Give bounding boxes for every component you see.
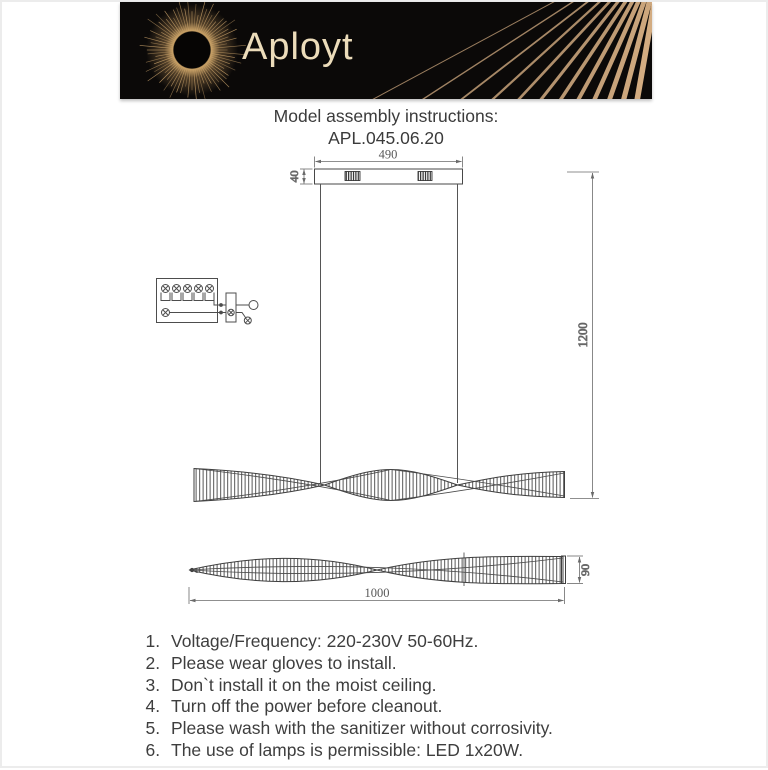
suspension-wires [321, 184, 458, 483]
dim-label-490: 490 [378, 147, 398, 162]
dim-lamp-height [567, 556, 592, 584]
connector-block [226, 293, 236, 322]
dim-label-1200: 1200 [576, 322, 590, 348]
cable-grip-left [345, 172, 360, 181]
instruction-item: 3. Don`t install it on the moist ceiling. [165, 675, 553, 697]
instruction-item: 5. Please wash with the sanitizer without corrosivity. [165, 718, 553, 740]
wiring-diagram [157, 279, 259, 325]
instruction-item: 1. Voltage/Frequency: 220-230V 50-60Hz. [165, 631, 553, 653]
instruction-item: 2. Please wear gloves to install. [165, 653, 553, 675]
lamp-twist-view [189, 553, 566, 587]
page-title: Model assembly instructions: [273, 106, 499, 126]
dim-drop-height [567, 172, 599, 499]
instruction-item: 6. The use of lamps is permissible: LED 1x20W. [165, 740, 553, 762]
canopy-drawing [315, 169, 463, 184]
instruction-list [135, 631, 553, 762]
dim-lamp-length [189, 586, 565, 604]
lamp-symbol [249, 301, 258, 310]
dim-label-90: 90 [578, 564, 592, 576]
model-number: APL.045.06.20 [328, 128, 444, 148]
instruction-item: 4. Turn off the power before cleanout. [165, 696, 553, 718]
dim-label-1000: 1000 [364, 586, 390, 600]
lamp-side-view [194, 469, 565, 502]
cable-grip-right [418, 172, 432, 181]
brand-wordmark: Aployt [242, 26, 354, 68]
dim-canopy-width [315, 148, 463, 168]
dim-label-40: 40 [287, 170, 301, 183]
dim-canopy-height [287, 169, 313, 184]
